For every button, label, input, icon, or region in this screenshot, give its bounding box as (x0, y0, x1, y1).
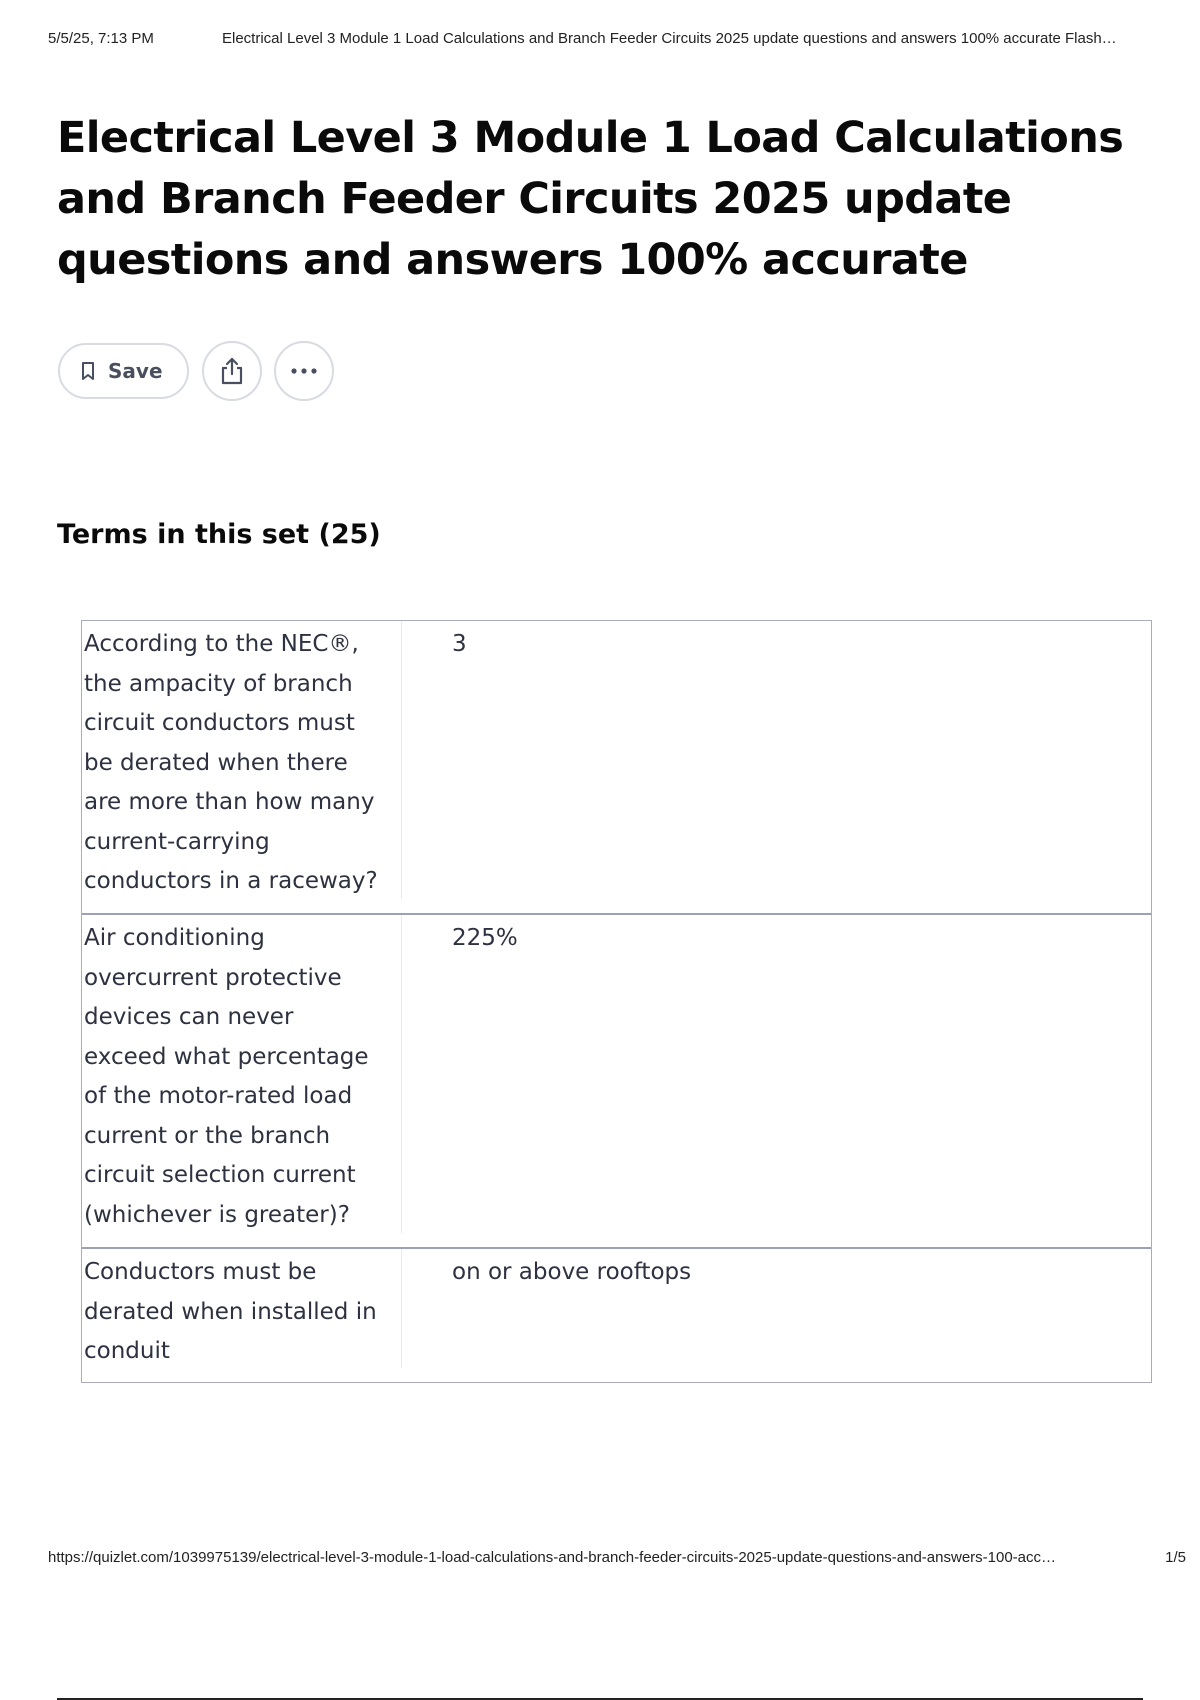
term-row (82, 621, 1151, 913)
print-datetime: 5/5/25, 7:13 PM (48, 30, 154, 47)
print-header (48, 30, 1180, 50)
print-page-number: 1/5 (1165, 1549, 1186, 1566)
save-button-label: Save (108, 359, 163, 383)
term-answer: on or above rooftops (452, 1259, 692, 1285)
more-options-button[interactable] (274, 341, 334, 401)
term-row (82, 1247, 1151, 1382)
term-answer: 225% (452, 925, 518, 951)
terms-table (81, 620, 1152, 1383)
page-title: Electrical Level 3 Module 1 Load Calculations and Branch Feeder Circuits 2025 update questions and answers 100% accurate (57, 113, 1124, 285)
terms-heading: Terms in this set (25) (57, 519, 381, 550)
more-horizontal-icon (290, 367, 318, 375)
term-row (82, 913, 1151, 1247)
term-answer: 3 (452, 631, 467, 657)
term-question: Conductors must be derated when installed in conduit (82, 1249, 402, 1368)
save-button[interactable] (58, 343, 189, 399)
print-document-title: Electrical Level 3 Module 1 Load Calculations and Branch Feeder Circuits 2025 update questions and answers 100% accurate Flash… (222, 30, 1117, 47)
print-footer (48, 1549, 1186, 1569)
term-question: According to the NEC®, the ampacity of branch circuit conductors must be derated when there are more than how many current-carrying conductors in a raceway? (82, 621, 402, 899)
term-question: Air conditioning overcurrent protective devices can never exceed what percentage of the motor-rated load current or the branch circuit selection current (whichever is greater)? (82, 915, 402, 1233)
bookmark-icon (80, 361, 96, 381)
share-icon (219, 357, 245, 385)
print-url: https://quizlet.com/1039975139/electrical-level-3-module-1-load-calculations-and-branch-feeder-circuits-2025-update-questions-and-answers-100-acc… (48, 1549, 1057, 1566)
share-button[interactable] (202, 341, 262, 401)
